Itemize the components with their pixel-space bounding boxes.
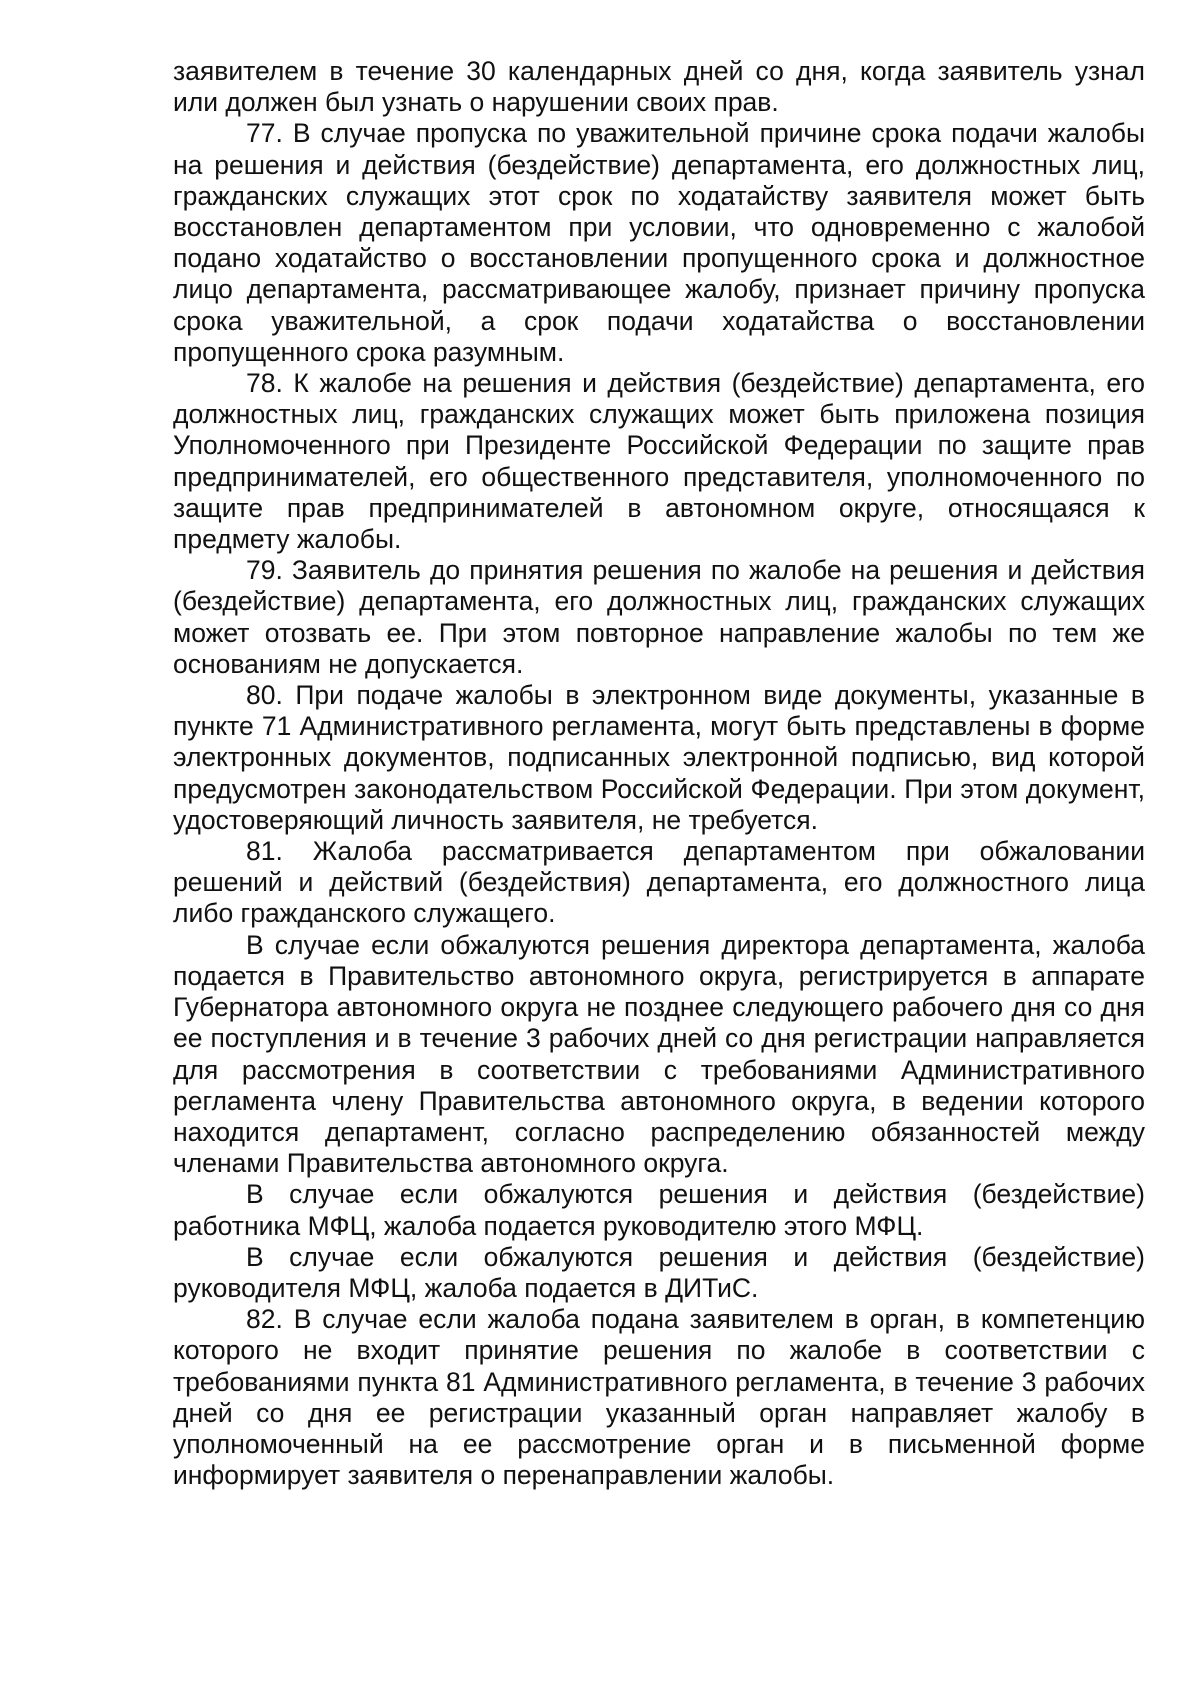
paragraph-82: 82. В случае если жалоба подана заявителем в орган, в компетенцию которого не входит принятие решения по жалобе в соответствии с требованиями пункта 81 Административного регламента, в течение 3 рабочих дней со дня ее регистрации указанный орган направляет жалобу в уполномоченный на ее рассмотрение орган и в письменной форме информирует заявителя о перенаправлении жалобы. — [173, 1304, 1145, 1491]
paragraph-81-director: В случае если обжалуются решения директора департамента, жалоба подается в Правительство автономного округа, регистрируется в аппарате Губернатора автономного округа не позднее следующего рабочего дня со дня ее поступления и в течение 3 рабочих дней со дня регистрации направляется для рассмотрения в соответствии с требованиями Административного регламента члену Правительства автономного округа, в ведении которого находится департамент, согласно распределению обязанностей между членами Правительства автономного округа. — [173, 929, 1145, 1179]
paragraph-81-mfc-head: В случае если обжалуются решения и действия (бездействие) руководителя МФЦ, жалоба подается в ДИТиС. — [173, 1241, 1145, 1303]
document-page — [173, 56, 1145, 1491]
paragraph-continuation: заявителем в течение 30 календарных дней со дня, когда заявитель узнал или должен был узнать о нарушении своих прав. — [173, 56, 1145, 118]
paragraph-80: 80. При подаче жалобы в электронном виде документы, указанные в пункте 71 Административного регламента, могут быть представлены в форме электронных документов, подписанных электронной подписью, вид которой предусмотрен законодательством Российской Федерации. При этом документ, удостоверяющий личность заявителя, не требуется. — [173, 680, 1145, 835]
paragraph-78: 78. К жалобе на решения и действия (бездействие) департамента, его должностных лиц, гражданских служащих может быть приложена позиция Уполномоченного при Президенте Российской Федерации по защите прав предпринимателей, его общественного представителя, уполномоченного по защите прав предпринимателей в автономном округе, относящаяся к предмету жалобы. — [173, 368, 1145, 555]
paragraph-77: 77. В случае пропуска по уважительной причине срока подачи жалобы на решения и действия (бездействие) департамента, его должностных лиц, гражданских служащих этот срок по ходатайству заявителя может быть восстановлен департаментом при условии, что одновременно с жалобой подано ходатайство о восстановлении пропущенного срока и должностное лицо департамента, рассматривающее жалобу, признает причину пропуска срока уважительной, а срок подачи ходатайства о восстановлении пропущенного срока разумным. — [173, 118, 1145, 367]
paragraph-81: 81. Жалоба рассматривается департаментом при обжаловании решений и действий (бездействия) департамента, его должностного лица либо гражданского служащего. — [173, 836, 1145, 929]
paragraph-79: 79. Заявитель до принятия решения по жалобе на решения и действия (бездействие) департамента, его должностных лиц, гражданских служащих может отозвать ее. При этом повторное направление жалобы по тем же основаниям не допускается. — [173, 555, 1145, 679]
paragraph-81-mfc-worker: В случае если обжалуются решения и действия (бездействие) работника МФЦ, жалоба подается руководителю этого МФЦ. — [173, 1179, 1145, 1241]
